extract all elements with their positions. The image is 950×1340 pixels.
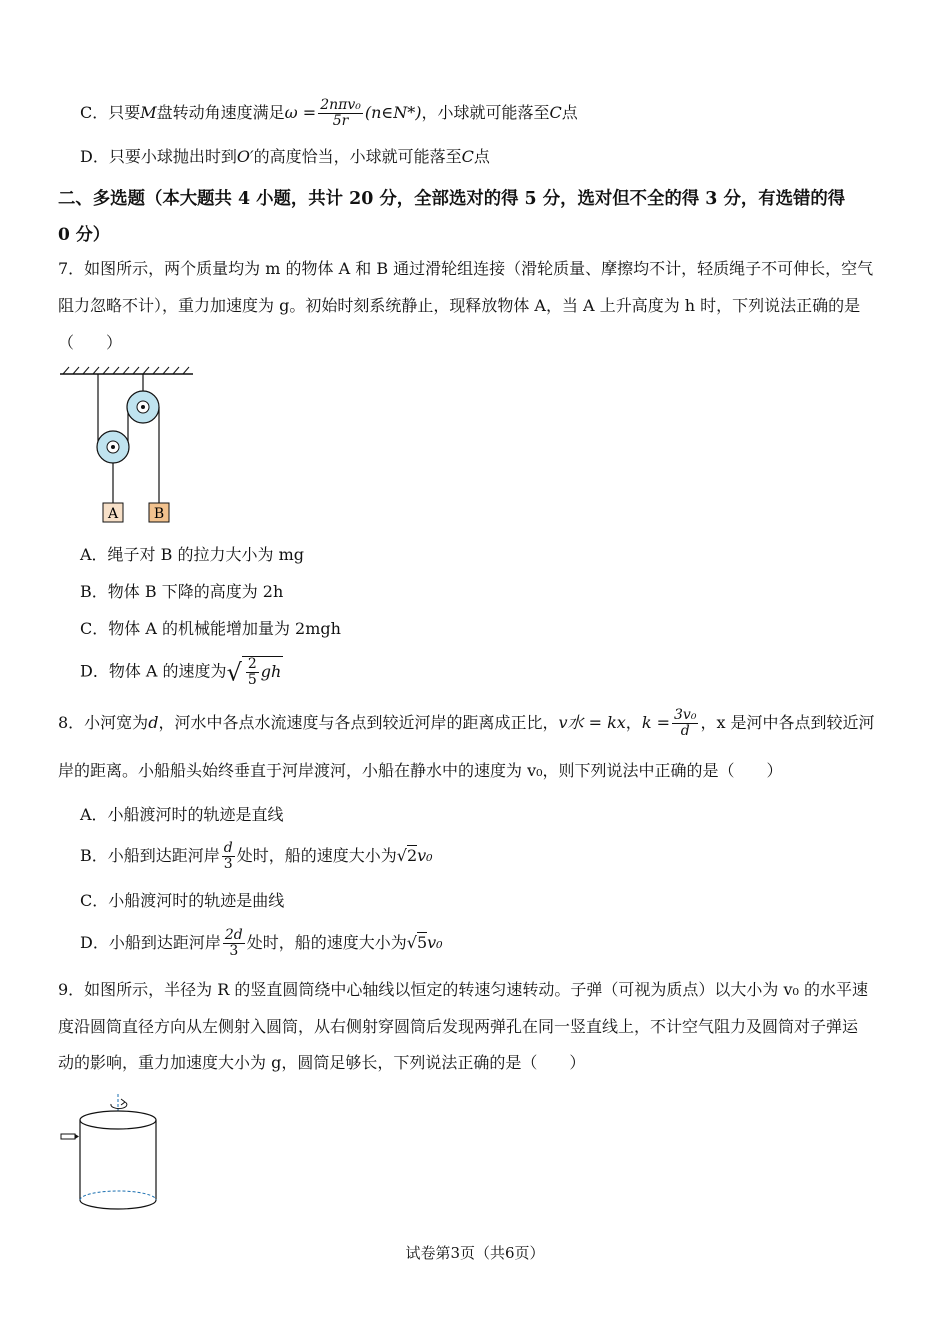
- q6-omega-fraction: $\frac{\text{2nπv₀}}{5r}$: [320, 97, 361, 129]
- q9-stem-line1: 9．如图所示，半径为 R 的竖直圆筒绕中心轴线以恒定的转速匀速转动。子弹（可视为质点）以大小为 v₀ 的水平速: [58, 980, 869, 999]
- page-footer: 试卷第3页（共6页）: [405, 1244, 545, 1262]
- q7-option-c: C．物体 A 的机械能增加量为 2mgh: [80, 619, 341, 638]
- q7-stem-line1: 7．如图所示，两个质量均为 m 的物体 A 和 B 通过滑轮组连接（滑轮质量、摩擦均不计，轻质绳子不可伸长，空气: [58, 259, 874, 278]
- q8-stem-line1: 8．小河宽为d，河水中各点水流速度与各点到较近河岸的距离成正比，v水 = kx，k = $\frac{\text{3v₀}}{d}$ ，x 是河中各点到较近河: [58, 707, 875, 739]
- q8-stem-line2: 岸的距离。小船船头始终垂直于河岸渡河，小船在静水中的速度为 v₀，则下列说法中正确的是（ ）: [58, 761, 783, 780]
- q7-stem-line3: （ ）: [58, 333, 123, 352]
- block-b-label: B: [153, 506, 165, 522]
- bullet-icon: [61, 1134, 75, 1139]
- q7-option-b: B．物体 B 下降的高度为 2h: [80, 582, 284, 601]
- q6-option-c: C．只要M盘转动角速度满足ω = $\frac{\text{2nπv₀}}{5r}$ (n∈N*)，小球就可能落至C点: [80, 97, 578, 129]
- q7-stem-line2: 阻力忽略不计），重力加速度为 g。初始时刻系统静止，现释放物体 A，当 A 上升高度为 h 时，下列说法正确的是: [58, 296, 861, 315]
- block-a-label: A: [107, 506, 119, 522]
- q6-option-d: D．只要小球抛出时到O′的高度恰当，小球就可能落至C点: [80, 147, 490, 166]
- section-2-title-cont: 0 分）: [58, 225, 110, 245]
- q8-option-c: C．小船渡河时的轨迹是曲线: [80, 891, 285, 910]
- q7-sqrt: √ $\frac{2}{5}$ gh: [226, 656, 282, 688]
- q7-option-d: D．物体 A 的速度为√ $\frac{2}{5}$ gh: [80, 656, 282, 688]
- pulley-diagram: [55, 365, 205, 530]
- q8-option-b: B．小船到达距河岸 $\frac{d}{3}$ 处时，船的速度大小为√2v₀: [80, 840, 433, 872]
- q7-option-a: A．绳子对 B 的拉力大小为 mg: [80, 545, 304, 564]
- cylinder-diagram: [55, 1090, 165, 1215]
- q8-option-a: A．小船渡河时的轨迹是直线: [80, 805, 284, 824]
- section-2-title: 二、多选题（本大题共 4 小题，共计 20 分，全部选对的得 5 分，选对但不全的得 3 分，有选错的得: [58, 189, 846, 209]
- q9-stem-line2: 度沿圆筒直径方向从左侧射入圆筒，从右侧射穿圆筒后发现两弹孔在同一竖直线上，不计空气阻力及圆筒对子弹运: [58, 1017, 859, 1036]
- q9-stem-line3: 动的影响，重力加速度大小为 g，圆筒足够长，下列说法正确的是（ ）: [58, 1053, 586, 1072]
- q8-option-d: D．小船到达距河岸 $\frac{2d}{3}$ 处时，船的速度大小为√5v₀: [80, 927, 443, 959]
